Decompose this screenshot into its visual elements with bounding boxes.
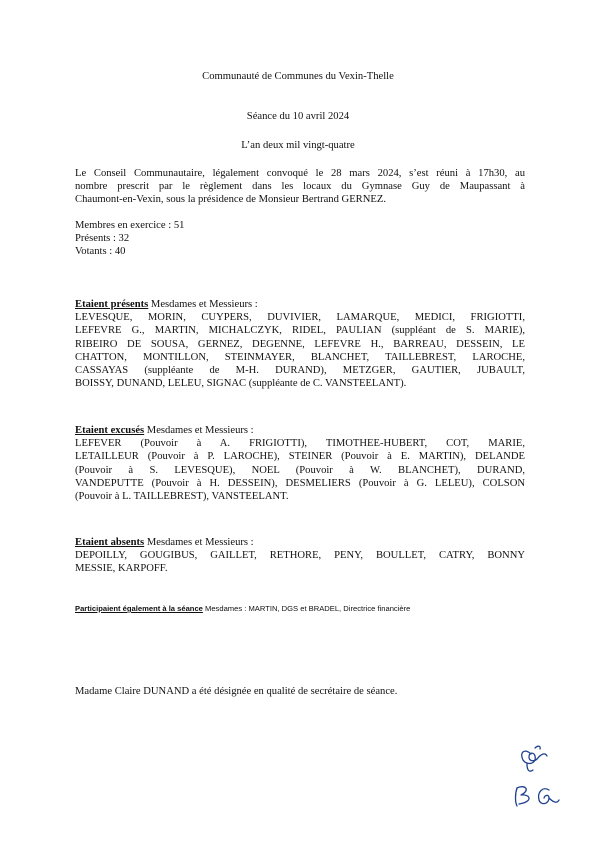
counts-block xyxy=(75,219,525,259)
absent-label: Etaient absents xyxy=(75,537,145,548)
absent-heading xyxy=(75,536,525,549)
secretary-statement: Madame Claire DUNAND a été désignée en qualité de secrétaire de séance. xyxy=(75,686,398,697)
absent-heading-suffix: Mesdames et Messieurs : xyxy=(144,537,254,548)
intro-line: Le Conseil Communautaire, légalement convoqué le 28 mars 2024, s’est réuni à 17h30, au xyxy=(75,168,525,179)
present-line: CASSAYAS (suppléante de M-H. DURAND), METZGER, GAUTIER, JUBAULT, xyxy=(75,365,525,377)
present-line: LEVESQUE, MORIN, CUYPERS, DUVIVIER, LAMARQUE, MEDICI, FRIGIOTTI, xyxy=(75,312,525,324)
present-section xyxy=(75,298,525,390)
excused-heading xyxy=(75,424,525,437)
excused-line: LETAILLEUR (Pouvoir à P. LAROCHE), STEINER (Pouvoir à E. MARTIN), DELANDE xyxy=(75,451,525,463)
also-present-section xyxy=(75,604,525,614)
excused-heading-suffix: Mesdames et Messieurs : xyxy=(144,425,254,436)
also-present-label: Participaient également à la séance xyxy=(75,604,203,613)
also-present-text: Mesdames : MARTIN, DGS et BRADEL, Directrice financière xyxy=(202,604,411,613)
present-heading xyxy=(75,298,525,311)
absent-section xyxy=(75,536,525,576)
members-count: Membres en exercice : 51 xyxy=(75,220,185,231)
voters-count: Votants : 40 xyxy=(75,246,126,258)
excused-line: (Pouvoir à S. LEVESQUE), NOEL (Pouvoir à W. BLANCHET), DURAND, xyxy=(75,464,525,476)
excused-line: LEFEVER (Pouvoir à A. FRIGIOTTI), TIMOTHEE-HUBERT, COT, MARIE, xyxy=(75,438,525,450)
excused-section xyxy=(75,424,525,503)
year-in-words: L’an deux mil vingt-quatre xyxy=(241,140,355,151)
intro-line: Chaumont-en-Vexin, sous la présidence de Monsieur Bertrand GERNEZ. xyxy=(75,194,386,206)
session-date: Séance du 10 avril 2024 xyxy=(246,111,350,122)
absent-line: DEPOILLY, GOUGIBUS, GAILLET, RETHORE, PENY, BOULLET, CATRY, BONNY xyxy=(75,550,525,562)
excused-label: Etaient excusés xyxy=(75,425,145,436)
present-count: Présents : 32 xyxy=(75,233,130,245)
present-line: RIBEIRO DE SOUSA, GERNEZ, DEGENNE, LEFEVRE H., BARREAU, DESSEIN, LE xyxy=(75,338,525,350)
organization-title: Communauté de Communes du Vexin-Thelle xyxy=(202,71,394,82)
intro-paragraph xyxy=(75,167,525,207)
handwritten-initials xyxy=(505,740,565,820)
excused-line: (Pouvoir à L. TAILLEBREST), VANSTEELANT. xyxy=(75,491,289,503)
present-heading-suffix: Mesdames et Messieurs : xyxy=(148,299,258,310)
present-line: LEFEVRE G., MARTIN, MICHALCZYK, RIDEL, PAULIAN (suppléant de S. MARIE), xyxy=(75,325,525,337)
present-line: BOISSY, DUNAND, LELEU, SIGNAC (suppléante de C. VANSTEELANT). xyxy=(75,378,407,390)
intro-line: nombre prescrit par le règlement dans les locaux du Gymnase Guy de Maupassant à xyxy=(75,181,525,193)
absent-line: MESSIE, KARPOFF. xyxy=(75,563,168,575)
present-line: CHATTON, MONTILLON, STEINMAYER, BLANCHET, TAILLEBREST, LAROCHE, xyxy=(75,351,525,363)
excused-line: VANDEPUTTE (Pouvoir à H. DESSEIN), DESMELIERS (Pouvoir à G. LELEU), COLSON xyxy=(75,477,525,489)
present-label: Etaient présents xyxy=(75,299,149,310)
